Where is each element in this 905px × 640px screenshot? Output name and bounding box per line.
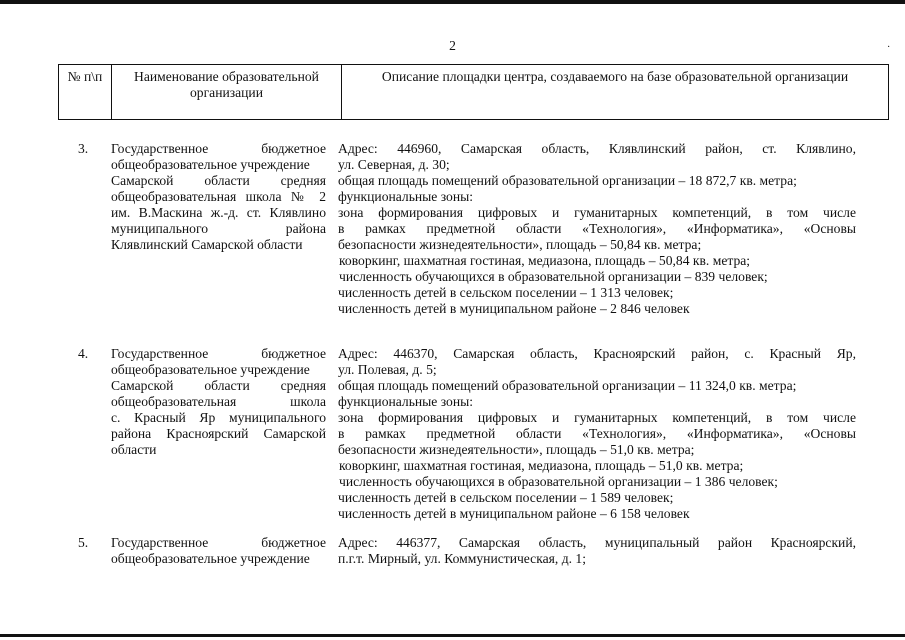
org-line: Самарской области средняя [111,173,326,188]
org-line: Самарской области средняя [111,378,326,393]
desc-line: функциональные зоны: [338,394,474,409]
org-line: муниципального района [111,221,326,236]
top-edge-rule [0,0,905,4]
site-description [338,535,856,567]
stray-mark: · [887,42,891,53]
table-header [58,64,889,120]
header-num-cell [59,65,112,120]
site-description [338,141,856,317]
desc-line: зона формирования цифровых и гуманитарных компетенций, в том числе [338,205,856,220]
desc-line: п.г.т. Мирный, ул. Коммунистическая, д. 1; [338,551,586,566]
row-number: 4. [78,346,89,361]
org-line: общеобразовательная школа № 2 [111,189,326,204]
desc-line: численность обучающихся в образовательной организации – 839 человек; [339,269,768,284]
desc-line: зона формирования цифровых и гуманитарных компетенций, в том числе [338,410,856,425]
org-line: Клявлинский Самарской области [111,237,303,252]
org-line: Государственное бюджетное [111,141,326,156]
header-org: Наименование образовательной организации [134,69,319,100]
org-line: общеобразовательное учреждение [111,551,310,566]
desc-line: в рамках предметной области «Технология», «Информатика», «Основы [338,426,856,441]
bottom-edge-rule [0,634,905,637]
org-line: района Красноярский Самарской [111,426,326,441]
page-number: 2 [449,38,456,53]
desc-line: Адрес: 446370, Самарская область, Красноярский район, с. Красный Яр, [338,346,856,361]
org-name [111,346,326,458]
desc-line: Адрес: 446960, Самарская область, Клявлинский район, ст. Клявлино, [338,141,856,156]
header-desc-cell [342,65,889,120]
desc-line: Адрес: 446377, Самарская область, муниципальный район Красноярский, [338,535,856,550]
desc-line: безопасности жизнедеятельности», площадь – 50,84 кв. метра; [338,237,702,252]
org-line: общеобразовательное учреждение [111,362,310,377]
org-line: с. Красный Яр муниципального [111,410,326,425]
desc-line: общая площадь помещений образовательной организации – 18 872,7 кв. метра; [338,173,797,188]
desc-line: численность детей в муниципальном районе – 2 846 человек [338,301,690,316]
org-line: общеобразовательная школа [111,394,326,409]
desc-line: коворкинг, шахматная гостиная, медиазона, площадь – 51,0 кв. метра; [339,458,744,473]
desc-line: коворкинг, шахматная гостиная, медиазона, площадь – 50,84 кв. метра; [339,253,751,268]
desc-line: численность детей в муниципальном районе – 6 158 человек [338,506,690,521]
desc-line: ул. Северная, д. 30; [338,157,450,172]
desc-line: безопасности жизнедеятельности», площадь – 51,0 кв. метра; [338,442,695,457]
row-number: 5. [78,535,89,550]
org-name [111,141,326,253]
header-desc: Описание площадки центра, создаваемого на базе образовательной организации [381,69,849,84]
site-description [338,346,856,522]
desc-line: численность детей в сельском поселении – 1 313 человек; [338,285,674,300]
org-line: общеобразовательное учреждение [111,157,310,172]
org-line: области [111,442,157,457]
row-number: 3. [78,141,89,156]
org-line: Государственное бюджетное [111,535,326,550]
org-line: им. В.Маскина ж.-д. ст. Клявлино [111,205,326,220]
org-line: Государственное бюджетное [111,346,326,361]
desc-line: общая площадь помещений образовательной организации – 11 324,0 кв. метра; [338,378,797,393]
desc-line: ул. Полевая, д. 5; [338,362,437,377]
org-name [111,535,326,567]
header-org-cell [112,65,342,120]
header-num: № п\п [67,69,103,84]
desc-line: численность обучающихся в образовательной организации – 1 386 человек; [339,474,778,489]
desc-line: в рамках предметной области «Технология», «Информатика», «Основы [338,221,856,236]
desc-line: численность детей в сельском поселении – 1 589 человек; [338,490,674,505]
desc-line: функциональные зоны: [338,189,474,204]
